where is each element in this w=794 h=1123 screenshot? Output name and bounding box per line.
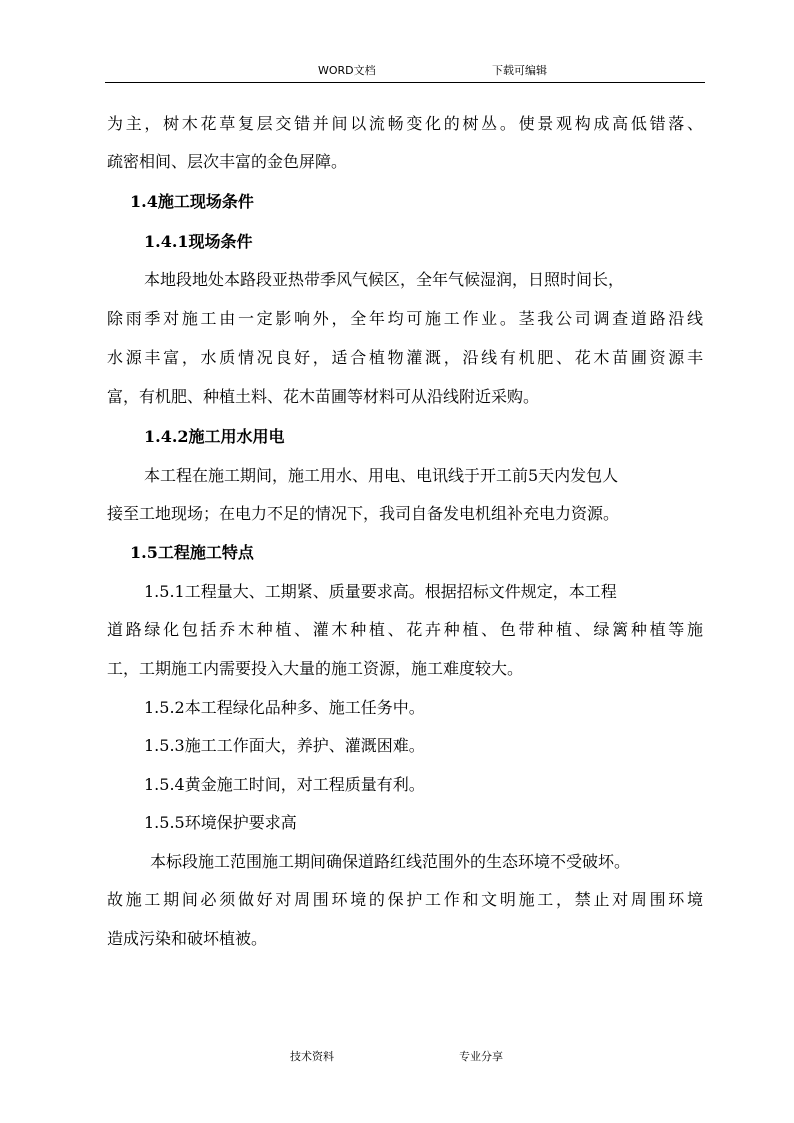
paragraph-line: 道路绿化包括乔木种植、灌木种植、花卉种植、色带种植、绿篱种植等施 xyxy=(107,620,703,639)
section-heading: 1.5工程施工特点 xyxy=(130,543,254,562)
paragraph-line: 本工程在施工期间，施工用水、用电、电讯线于开工前5天内发包人 xyxy=(144,466,619,485)
paragraph-line: 1.5.3施工工作面大，养护、灌溉困难。 xyxy=(144,736,425,755)
paragraph-line: 除雨季对施工由一定影响外，全年均可施工作业。茎我公司调查道路沿线 xyxy=(107,309,703,328)
footer-right-text: 专业分享 xyxy=(459,1050,503,1063)
paragraph-line: 疏密相间、层次丰富的金色屏障。 xyxy=(107,152,348,171)
paragraph-line: 为主，树木花草复层交错并间以流畅变化的树丛。使景观构成高低错落、 xyxy=(107,114,703,133)
paragraph-line: 故施工期间必须做好对周围环境的保护工作和文明施工，禁止对周围环境 xyxy=(107,890,703,909)
paragraph-line: 富，有机肥、种植土料、花木苗圃等材料可从沿线附近采购。 xyxy=(107,387,540,406)
paragraph-line: 1.5.1工程量大、工期紧、质量要求高。根据招标文件规定，本工程 xyxy=(144,582,617,601)
header-right-text: 下载可编辑 xyxy=(492,64,547,77)
paragraph-line: 造成污染和破坏植被。 xyxy=(107,929,268,948)
paragraph-line: 本标段施工范围施工期间确保道路红线范围外的生态环境不受破坏。 xyxy=(150,852,631,871)
section-heading: 1.4施工现场条件 xyxy=(130,192,254,211)
paragraph-line: 1.5.5环境保护要求高 xyxy=(144,813,297,832)
header-divider xyxy=(105,82,705,83)
footer-left-text: 技术资料 xyxy=(290,1050,334,1063)
paragraph-line: 工，工期施工内需要投入大量的施工资源，施工难度较大。 xyxy=(107,659,524,678)
paragraph-line: 本地段地处本路段亚热带季风气候区，全年气候湿润，日照时间长， xyxy=(144,270,625,289)
paragraph-line: 水源丰富，水质情况良好，适合植物灌溉，沿线有机肥、花木苗圃资源丰 xyxy=(107,348,703,367)
paragraph-line: 接至工地现场；在电力不足的情况下，我司自备发电机组补充电力资源。 xyxy=(107,504,620,523)
subsection-heading: 1.4.1现场条件 xyxy=(144,232,253,251)
subsection-heading: 1.4.2施工用水用电 xyxy=(144,427,285,446)
paragraph-line: 1.5.2本工程绿化品种多、施工任务中。 xyxy=(144,698,425,717)
paragraph-line: 1.5.4黄金施工时间，对工程质量有利。 xyxy=(144,775,425,794)
header-left-text: WORD文档 xyxy=(318,64,376,77)
